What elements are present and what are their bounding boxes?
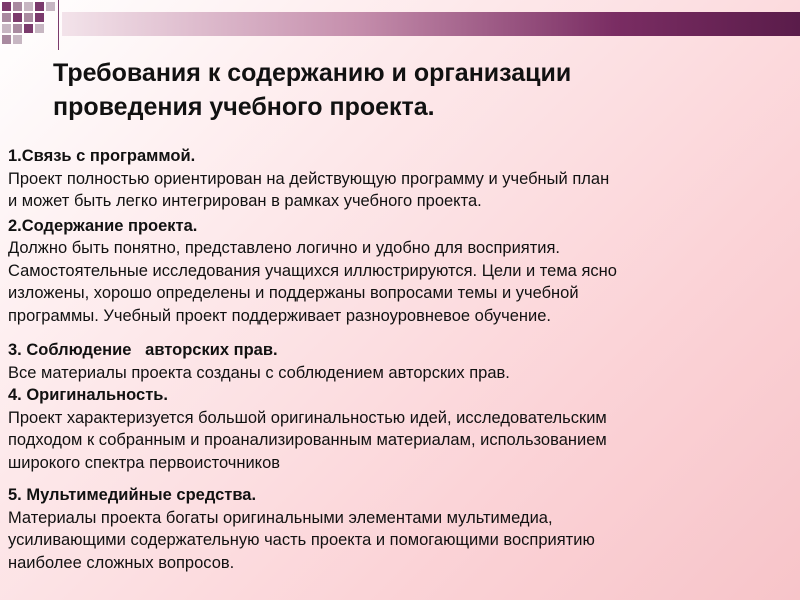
section-line: Все материалы проекта созданы с соблюдением авторских прав.: [8, 363, 510, 382]
title-line: Требования к содержанию и организации: [53, 59, 572, 87]
title-line: проведения учебного проекта.: [53, 93, 435, 121]
section-line: Самостоятельные исследования учащихся иллюстрируются. Цели и тема ясно: [8, 261, 617, 280]
section-line: изложены, хорошо определены и поддержаны вопросами темы и учебной: [8, 284, 579, 302]
section-line: Проект полностью ориентирован на действующую программу и учебный план: [8, 169, 610, 188]
section-heading: 3. Соблюдение авторских прав.: [8, 341, 278, 359]
section-multimedia: [8, 484, 788, 574]
decorative-squares: [0, 0, 60, 50]
section-line: широкого спектра первоисточников: [8, 453, 281, 472]
section-heading: 1.Связь с программой.: [8, 147, 196, 165]
section-line: программы. Учебный проект поддерживает разноуровневое обучение.: [8, 306, 552, 325]
section-heading: 5. Мультимедийные средства.: [8, 486, 257, 504]
section-project-content: [8, 215, 788, 328]
section-heading: 2.Содержание проекта.: [8, 216, 198, 235]
section-line: подходом к собранным и проанализированным материалам, использованием: [8, 431, 607, 449]
section-heading: 4. Оригинальность.: [8, 386, 168, 404]
section-line: и может быть легко интегрирован в рамках учебного проекта.: [8, 192, 482, 210]
section-originality: [8, 384, 788, 474]
section-copyright: [8, 339, 788, 384]
section-line: Проект характеризуется большой оригинальностью идей, исследовательским: [8, 408, 607, 427]
section-line: наиболее сложных вопросов.: [8, 553, 235, 572]
section-program-link: [8, 145, 788, 213]
section-line: усиливающими содержательную часть проекта и помогающими восприятию: [8, 531, 595, 549]
slide-content: [8, 145, 788, 574]
title-bar-gradient: [62, 12, 800, 36]
decorative-divider: [58, 0, 59, 50]
section-line: Должно быть понятно, представлено логично и удобно для восприятия.: [8, 239, 561, 257]
section-line: Материалы проекта богаты оригинальными элементами мультимедиа,: [8, 508, 553, 527]
slide-title: [53, 56, 753, 124]
